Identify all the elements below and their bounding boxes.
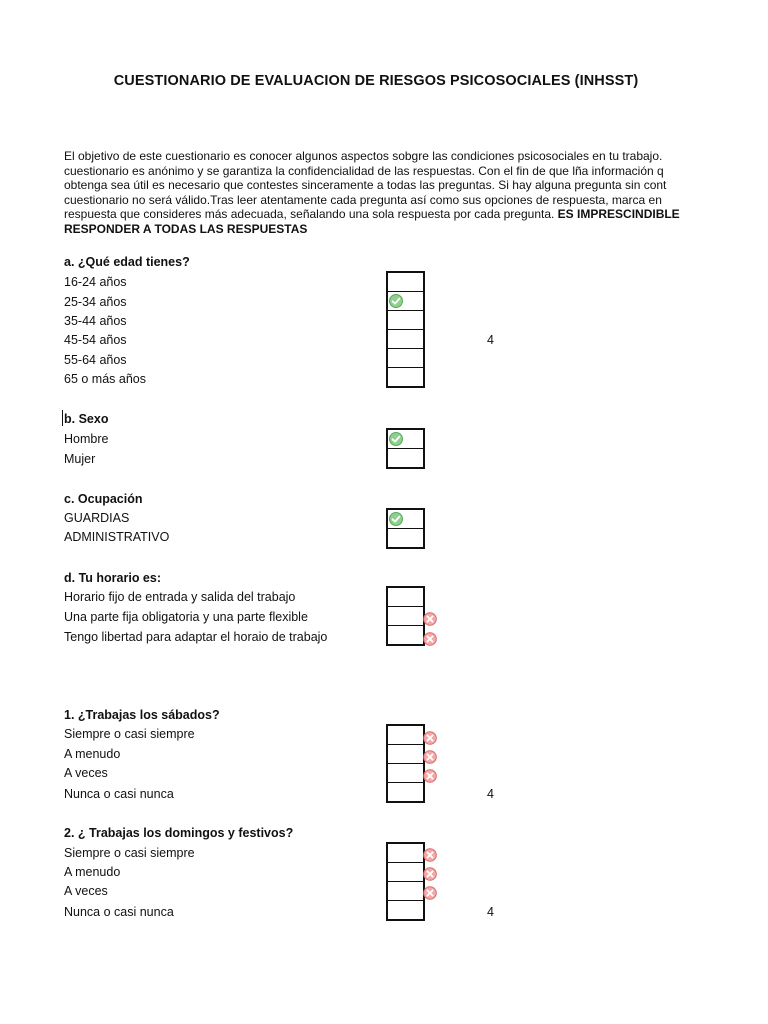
option-label: 35-44 años [64, 314, 127, 328]
question-b-label: b. Sexo [64, 412, 109, 426]
option-label: Tengo libertad para adaptar el horaio de trabajo [64, 630, 328, 644]
intro-line-3: obtenga sea útil es necesario que contestes sinceramente a todas las preguntas. Si hay alguna pregunta sin cont [64, 178, 667, 192]
question-a-score: 4 [487, 333, 494, 347]
green-check-icon [389, 432, 403, 446]
question-c-label: c. Ocupación [64, 492, 143, 506]
intro-emphasis: ES IMPRESCINDIBLE [557, 207, 680, 221]
question-a-label: a. ¿Qué edad tienes? [64, 255, 190, 269]
answer-box[interactable] [388, 882, 423, 901]
intro-line-5-text: respuesta que consideres más adecuada, señalando una sola respuesta por cada pregunta. [64, 207, 558, 221]
answer-box[interactable] [388, 449, 423, 467]
option-label: Nunca o casi nunca [64, 905, 174, 919]
red-cross-icon [423, 848, 437, 862]
intro-line-1: El objetivo de este cuestionario es conocer algunos aspectos sobgre las condiciones psicosociales en tu trabajo. [64, 149, 663, 163]
question-d-answer-boxes [386, 586, 425, 646]
option-label: Horario fijo de entrada y salida del trabajo [64, 590, 296, 604]
answer-box[interactable] [388, 607, 423, 626]
answer-box[interactable] [388, 529, 423, 547]
question-1-answer-boxes [386, 724, 425, 803]
answer-box[interactable] [388, 510, 423, 529]
question-2-score: 4 [487, 905, 494, 919]
option-label: A veces [64, 766, 108, 780]
intro-line-4: cuestionario no será válido.Tras leer atentamente cada pregunta así como sus opciones de respuesta, marca en [64, 192, 662, 207]
answer-box[interactable] [388, 430, 423, 449]
red-cross-icon [423, 769, 437, 783]
option-label: Siempre o casi siempre [64, 846, 195, 860]
option-label: A menudo [64, 865, 121, 879]
answer-box[interactable] [388, 311, 423, 330]
option-label: Mujer [64, 452, 96, 466]
answer-box[interactable] [388, 292, 423, 311]
option-label: 25-34 años [64, 295, 127, 309]
option-label: ADMINISTRATIVO [64, 530, 170, 544]
option-label: 55-64 años [64, 353, 127, 367]
answer-box[interactable] [388, 626, 423, 644]
question-b-answer-boxes [386, 428, 425, 469]
green-check-icon [389, 512, 403, 526]
text-cursor [62, 410, 63, 426]
option-label: Siempre o casi siempre [64, 727, 195, 741]
option-label: Nunca o casi nunca [64, 787, 174, 801]
red-cross-icon [423, 886, 437, 900]
answer-box[interactable] [388, 349, 423, 368]
green-check-icon [389, 294, 403, 308]
question-c-answer-boxes [386, 508, 425, 549]
intro-paragraph [64, 149, 691, 236]
option-label: A menudo [64, 747, 121, 761]
answer-box[interactable] [388, 764, 423, 783]
answer-box[interactable] [388, 783, 423, 801]
option-label: GUARDIAS [64, 511, 130, 525]
question-2-answer-boxes [386, 842, 425, 921]
answer-box[interactable] [388, 863, 423, 882]
answer-box[interactable] [388, 273, 423, 292]
intro-emphasis-line: RESPONDER A TODAS LAS RESPUESTAS [64, 221, 308, 236]
option-label: A veces [64, 884, 108, 898]
page-title: CUESTIONARIO DE EVALUACION DE RIESGOS PSICOSOCIALES (INHSST) [113, 73, 639, 89]
answer-box[interactable] [388, 901, 423, 919]
answer-box[interactable] [388, 745, 423, 764]
red-cross-icon [423, 612, 437, 626]
red-cross-icon [423, 632, 437, 646]
intro-line-5 [64, 207, 691, 222]
question-d-label: d. Tu horario es: [64, 571, 161, 585]
red-cross-icon [423, 867, 437, 881]
answer-box[interactable] [388, 368, 423, 386]
question-a-answer-boxes [386, 271, 425, 388]
option-label: Hombre [64, 432, 109, 446]
option-label: 45-54 años [64, 333, 127, 347]
intro-line-2: cuestionario es anónimo y se garantiza la confidencialidad de las respuestas. Con el fin de que lña información q [64, 163, 664, 178]
question-1-label: 1. ¿Trabajas los sábados? [64, 708, 220, 722]
option-label: Una parte fija obligatoria y una parte flexible [64, 610, 308, 624]
option-label: 16-24 años [64, 275, 127, 289]
answer-box[interactable] [388, 844, 423, 863]
red-cross-icon [423, 731, 437, 745]
question-2-label: 2. ¿ Trabajas los domingos y festivos? [64, 826, 294, 840]
red-cross-icon [423, 750, 437, 764]
option-label: 65 o más años [64, 372, 146, 386]
answer-box[interactable] [388, 330, 423, 349]
question-1-score: 4 [487, 787, 494, 801]
answer-box[interactable] [388, 726, 423, 745]
answer-box[interactable] [388, 588, 423, 607]
intro-line-6 [64, 222, 691, 237]
